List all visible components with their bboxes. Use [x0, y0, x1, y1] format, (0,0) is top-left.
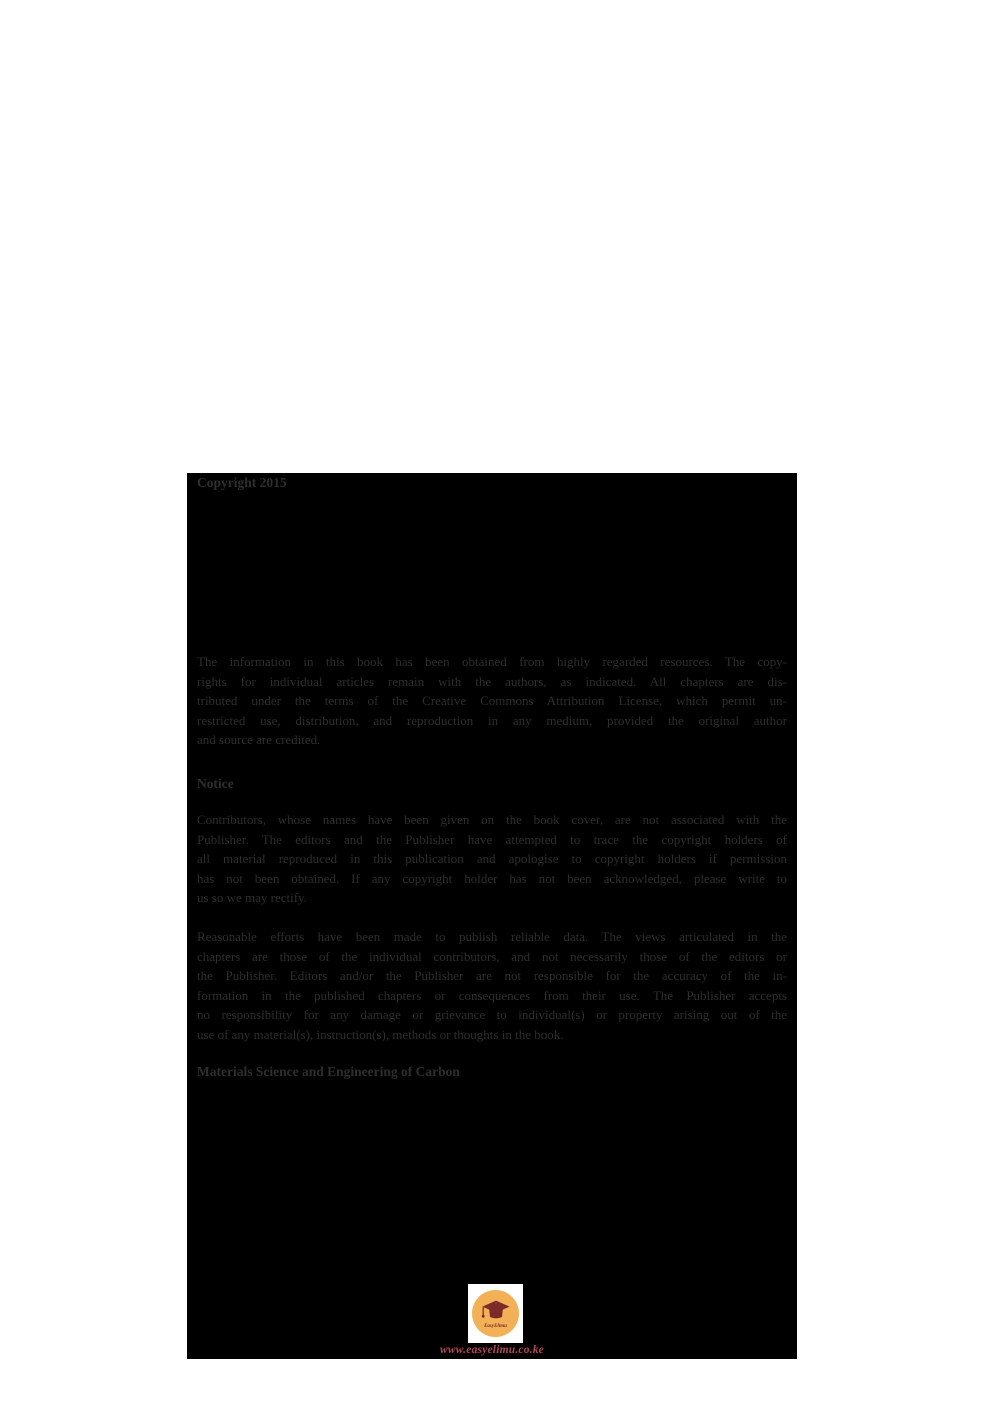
- logo-wordmark: EasyElimu: [484, 1323, 507, 1329]
- disclaimer-paragraph: [197, 927, 787, 1045]
- license-paragraph: [197, 652, 787, 750]
- paragraph-line: the Publisher. Editors and/or the Publisher are not responsible for the accuracy of the in-: [197, 968, 787, 984]
- copyright-panel: [187, 473, 797, 1359]
- paragraph-line: formation in the published chapters or consequences from their use. The Publisher accepts: [197, 987, 787, 1003]
- paragraph-line: restricted use, distribution, and reproduction in any medium, provided the original author: [197, 712, 787, 728]
- paragraph-line: has not been obtained. If any copyright holder has not been acknowledged, please write to: [197, 870, 787, 886]
- paragraph-line: use of any material(s), instruction(s), methods or thoughts in the book.: [197, 1026, 564, 1042]
- paragraph-line: chapters are those of the individual contributors, and not necessarily those of the editors or: [197, 948, 787, 964]
- publisher-logo: [468, 1284, 523, 1343]
- paragraph-line: us so we may rectify.: [197, 890, 307, 906]
- website-url: www.easyelimu.co.ke: [440, 1344, 544, 1356]
- paragraph-line: rights for individual articles remain with the authors, as indicated. All chapters are dis-: [197, 673, 787, 689]
- paragraph-line: The information in this book has been obtained from highly regarded resources. The copy-: [197, 654, 787, 669]
- copyright-heading: Copyright 2015: [197, 475, 287, 490]
- paragraph-line: and source are credited.: [197, 732, 321, 748]
- book-title: Materials Science and Engineering of Carbon: [197, 1064, 460, 1079]
- paragraph-line: all material reproduced in this publication and apologise to copyright holders if permission: [197, 851, 787, 867]
- graduation-cap-icon: [480, 1299, 512, 1323]
- notice-paragraph: [197, 810, 787, 908]
- publisher-logo-circle: [472, 1290, 519, 1337]
- paragraph-line: Reasonable efforts have been made to publish reliable data. The views articulated in the: [197, 929, 787, 944]
- paragraph-line: no responsibility for any damage or grievance to individual(s) or property arising out of the: [197, 1007, 787, 1023]
- paragraph-line: Contributors, whose names have been given on the book cover, are not associated with the: [197, 812, 787, 827]
- paragraph-line: Publisher. The editors and the Publisher have attempted to trace the copyright holders of: [197, 831, 787, 847]
- paragraph-line: tributed under the terms of the Creative Commons Attribution License, which permit un-: [197, 693, 787, 709]
- notice-heading: Notice: [197, 776, 234, 791]
